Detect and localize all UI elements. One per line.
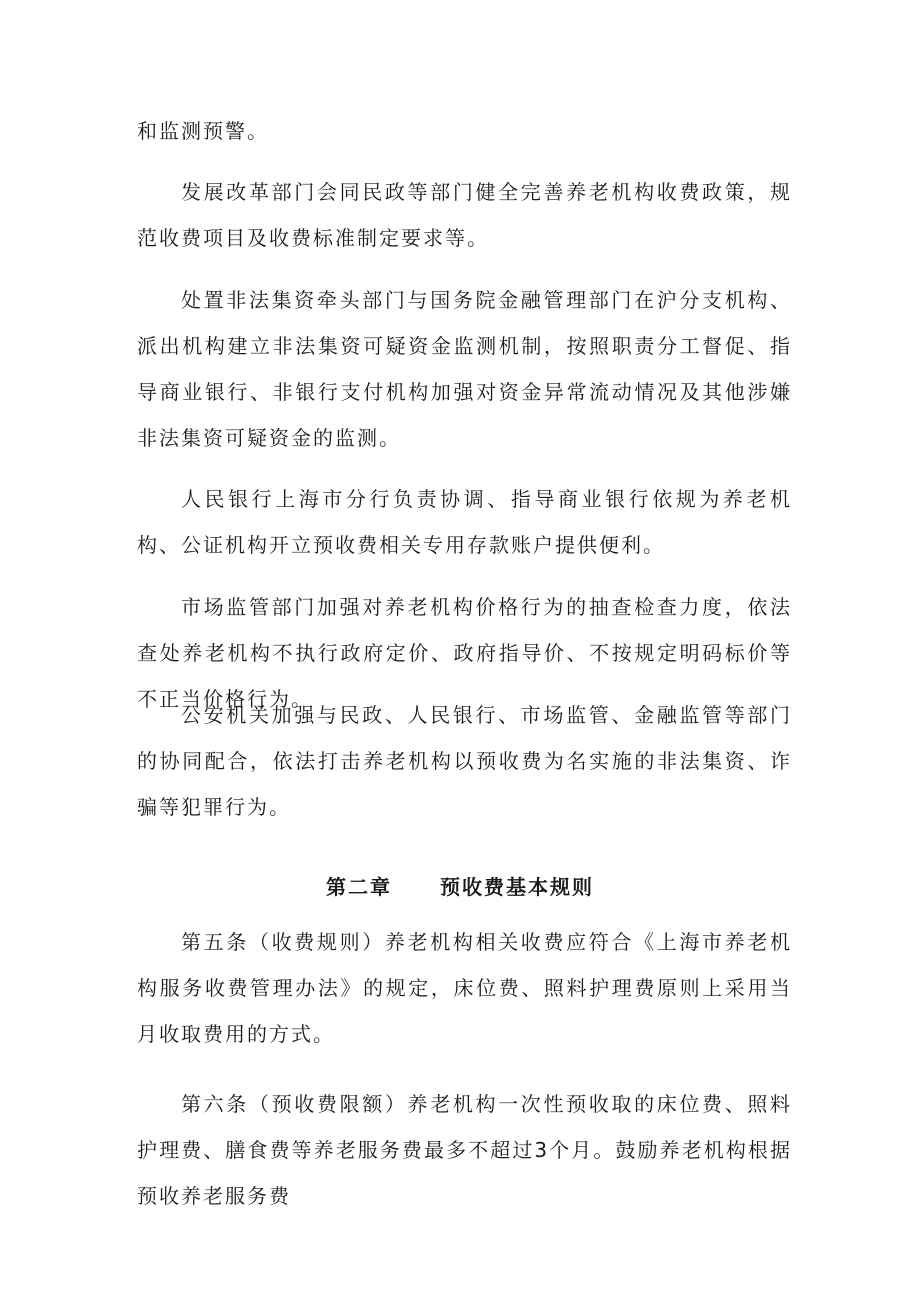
chapter-title: 预收费基本规则 <box>440 875 594 899</box>
article-6: 第六条（预收费限额）养老机构一次性预收取的床位费、照料护理费、膳食费等养老服务费最多不超过3个月。鼓励养老机构根据预收养老服务费 <box>137 1092 792 1208</box>
paragraph-5: 市场监管部门加强对养老机构价格行为的抽查检查力度，依法查处养老机构不执行政府定价、政府指导价、不按规定明码标价等不正当价格行为。 <box>137 595 792 711</box>
article-5: 第五条（收费规则）养老机构相关收费应符合《上海市养老机构服务收费管理办法》的规定，床位费、照料护理费原则上采用当月收取费用的方式。 <box>137 930 792 1046</box>
chapter-number: 第二章 <box>326 875 392 899</box>
paragraph-1: 和监测预警。 <box>137 119 269 143</box>
paragraph-4: 人民银行上海市分行负责协调、指导商业银行依规为养老机构、公证机构开立预收费相关专用存款账户提供便利。 <box>137 487 792 557</box>
paragraph-6: 公安机关加强与民政、人民银行、市场监管、金融监管等部门的协同配合，依法打击养老机构以预收费为名实施的非法集资、诈骗等犯罪行为。 <box>137 703 792 819</box>
paragraph-3: 处置非法集资牵头部门与国务院金融管理部门在沪分支机构、派出机构建立非法集资可疑资金监测机制，按照职责分工督促、指导商业银行、非银行支付机构加强对资金异常流动情况及其他涉嫌非法集资可疑资金的监测。 <box>137 288 792 450</box>
paragraph-2: 发展改革部门会同民政等部门健全完善养老机构收费政策，规范收费项目及收费标准制定要求等。 <box>137 180 792 250</box>
chapter-heading <box>0 864 920 910</box>
